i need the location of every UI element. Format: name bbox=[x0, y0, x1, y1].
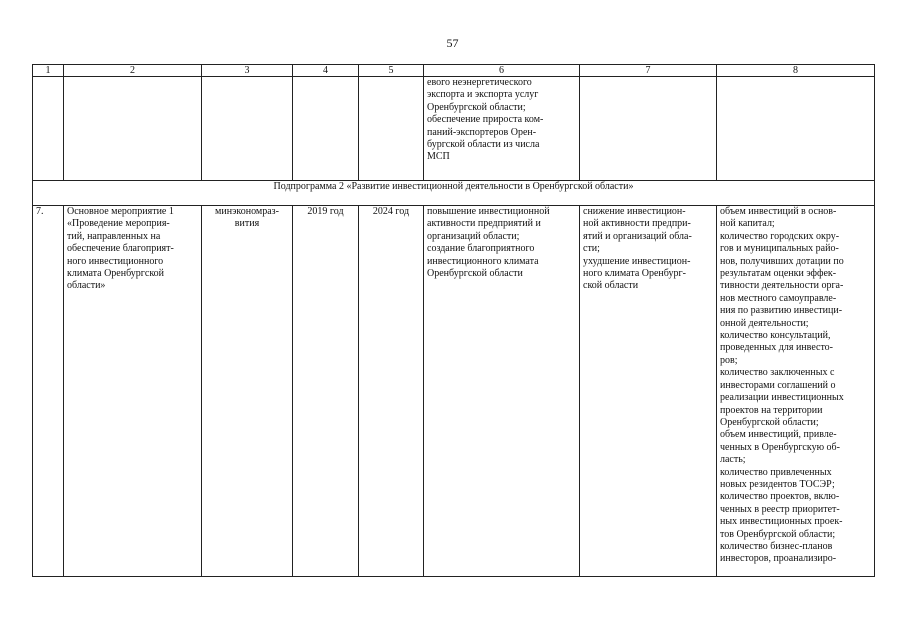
text-line: ной капитал; bbox=[720, 218, 775, 230]
text-line: гов и муниципальных райо- bbox=[720, 243, 839, 255]
text-line: количество заключенных с bbox=[720, 367, 835, 379]
text-line: нов, получивших дотации по bbox=[720, 255, 844, 267]
text-line: тивности деятельности орга- bbox=[720, 280, 844, 292]
text-line: климата Оренбургской bbox=[67, 268, 165, 280]
text-line: обеспечение прироста ком- bbox=[427, 114, 544, 126]
text-line: ров; bbox=[720, 354, 738, 366]
column-header-5: 5 bbox=[359, 65, 424, 77]
text-line: инвесторами соглашений о bbox=[720, 379, 836, 391]
text-line: ласть; bbox=[720, 454, 746, 466]
text-line: экспорта и экспорта услуг bbox=[427, 89, 539, 101]
continuation-row bbox=[33, 77, 875, 181]
text-line: ухудшение инвестицион- bbox=[583, 255, 691, 267]
text-line: объем инвестиций, привле- bbox=[720, 429, 837, 441]
text-line: «Проведение мероприя- bbox=[67, 218, 170, 230]
text-line: количество бизнес-планов bbox=[720, 540, 833, 552]
text-line: объем инвестиций в основ- bbox=[720, 206, 837, 217]
column-header-8: 8 bbox=[717, 65, 875, 77]
cell-empty bbox=[293, 77, 359, 181]
text-line: бургской области из числа bbox=[427, 139, 540, 151]
responsible-executor bbox=[202, 206, 293, 577]
text-line: количество проектов, вклю- bbox=[720, 491, 840, 503]
program-table bbox=[32, 64, 875, 577]
text-line: инвестиционного климата bbox=[427, 255, 539, 267]
text-line: реализации инвестиционных bbox=[720, 392, 844, 404]
text-line: проектов на территории bbox=[720, 404, 823, 416]
cell-empty bbox=[359, 77, 424, 181]
row-number: 7. bbox=[33, 206, 64, 577]
start-year: 2019 год bbox=[293, 206, 359, 577]
text-line: сти; bbox=[583, 243, 600, 255]
text-line: инвесторов, проанализиро- bbox=[720, 553, 837, 565]
text-line: Оренбургской области; bbox=[427, 101, 526, 113]
text-line: активности предприятий и bbox=[427, 218, 541, 230]
text-line: снижение инвестицион- bbox=[583, 206, 686, 217]
text-line: создание благоприятного bbox=[427, 243, 535, 255]
text-line: минэкономраз- bbox=[215, 206, 279, 217]
end-year: 2024 год bbox=[359, 206, 424, 577]
column-header-1: 1 bbox=[33, 65, 64, 77]
text-line: результатам оценки эффек- bbox=[720, 268, 837, 280]
text-line: ного климата Оренбург- bbox=[583, 268, 686, 280]
page-number: 57 bbox=[446, 36, 459, 50]
text-line: области» bbox=[67, 280, 106, 292]
text-line: ской области bbox=[583, 280, 639, 292]
measure-row bbox=[33, 206, 875, 577]
cell-empty bbox=[580, 77, 717, 181]
cell-empty bbox=[33, 77, 64, 181]
text-line: МСП bbox=[427, 151, 450, 163]
text-line: количество городских окру- bbox=[720, 230, 840, 242]
text-line: обеспечение благоприят- bbox=[67, 243, 174, 255]
text-line: повышение инвестиционной bbox=[427, 206, 550, 217]
text-line: Основное мероприятие 1 bbox=[67, 206, 174, 217]
subprogram-title: Подпрограмма 2 «Развитие инвестиционной деятельности в Оренбургской области» bbox=[33, 181, 875, 206]
text-line: организаций области; bbox=[427, 230, 520, 242]
text-line: проведенных для инвесто- bbox=[720, 342, 834, 354]
cell-empty bbox=[202, 77, 293, 181]
text-line: ченных в Оренбургскую об- bbox=[720, 441, 840, 453]
text-line: ного инвестиционного bbox=[67, 255, 164, 267]
related-indicators bbox=[717, 206, 875, 577]
continuation-expected-result bbox=[424, 77, 580, 181]
text-line: количество привлеченных bbox=[720, 466, 832, 478]
text-line: ятий и организаций обла- bbox=[583, 230, 692, 242]
text-line: ния по развитию инвестици- bbox=[720, 305, 843, 317]
cell-empty bbox=[717, 77, 875, 181]
column-header-7: 7 bbox=[580, 65, 717, 77]
text-line: онной деятельности; bbox=[720, 317, 809, 329]
subprogram-row bbox=[33, 181, 875, 206]
text-line: паний-экспортеров Орен- bbox=[427, 126, 537, 138]
measure-name bbox=[64, 206, 202, 577]
text-line: тий, направленных на bbox=[67, 230, 161, 242]
text-line: тов Оренбургской области; bbox=[720, 528, 836, 540]
column-header-6: 6 bbox=[424, 65, 580, 77]
text-line: ной активности предпри- bbox=[583, 218, 691, 230]
cell-empty bbox=[64, 77, 202, 181]
text-line: Оренбургской области; bbox=[720, 416, 819, 428]
text-line: количество консультаций, bbox=[720, 330, 831, 342]
text-line: новых резидентов ТОСЭР; bbox=[720, 478, 835, 490]
column-header-2: 2 bbox=[64, 65, 202, 77]
column-header-row bbox=[33, 65, 875, 77]
column-header-4: 4 bbox=[293, 65, 359, 77]
column-header-3: 3 bbox=[202, 65, 293, 77]
text-line: вития bbox=[234, 218, 260, 230]
text-line: Оренбургской области bbox=[427, 268, 523, 280]
non-implementation-consequences bbox=[580, 206, 717, 577]
text-line: евого неэнергетического bbox=[427, 77, 532, 88]
text-line: ных инвестиционных проек- bbox=[720, 516, 843, 528]
text-line: ченных в реестр приоритет- bbox=[720, 503, 840, 515]
text-line: нов местного самоуправле- bbox=[720, 292, 837, 304]
expected-result bbox=[424, 206, 580, 577]
